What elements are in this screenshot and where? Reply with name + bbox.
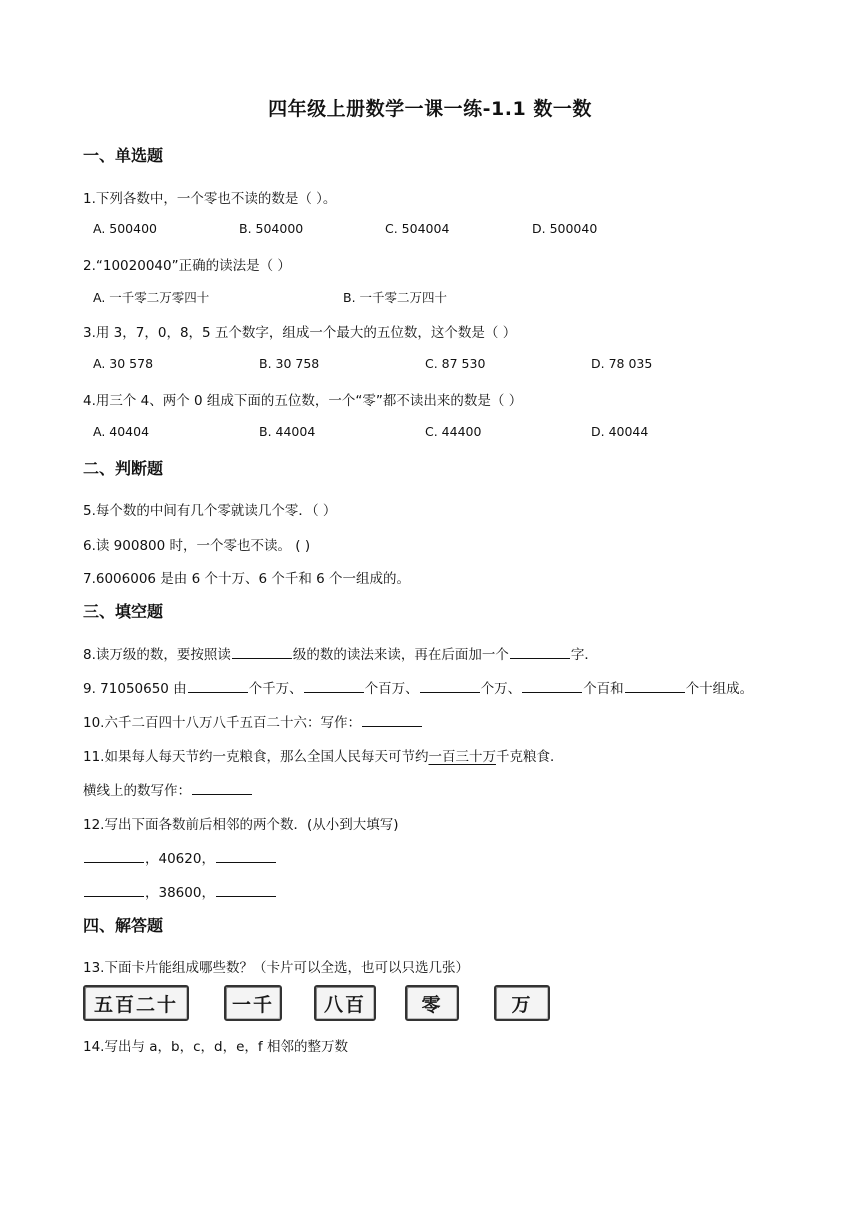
q4-option-b[interactable]: B. 44004 (259, 424, 316, 439)
q9-text-a: 9. 71050650 由 (83, 681, 187, 697)
card-yiqian: 一千 (224, 985, 282, 1021)
q11-line2-text: 横线上的数写作： (83, 783, 191, 799)
q9-text-c: 个百万、 (364, 681, 419, 697)
q1-option-a[interactable]: A. 500400 (93, 221, 157, 236)
question-3: 3.用 3，7，0，8，5 五个数字，组成一个最大的五位数，这个数是（ ） (83, 325, 517, 341)
card-ling: 零 (405, 985, 459, 1021)
question-2: 2.“10020040”正确的读法是（ ） (83, 258, 291, 274)
q8-text-a: 8.读万级的数，要按照读 (83, 647, 231, 663)
q12-row-2 (83, 881, 277, 901)
answer-blank[interactable] (510, 646, 570, 659)
section-heading-single-choice: 一、单选题 (83, 146, 164, 165)
question-13: 13.下面卡片能组成哪些数？（卡片可以全选，也可以只选几张） (83, 960, 469, 976)
card-wan: 万 (494, 985, 550, 1021)
answer-blank[interactable] (188, 680, 248, 693)
answer-blank[interactable] (420, 680, 480, 693)
q10-text: 10.六千二百四十八万八千五百二十六：写作： (83, 715, 361, 731)
section-heading-fill-blank: 三、填空题 (83, 602, 164, 621)
q4-option-a[interactable]: A. 40404 (93, 424, 150, 439)
q4-option-d[interactable]: D. 40044 (591, 424, 649, 439)
q9-text-d: 个万、 (480, 681, 522, 697)
q12-row-1 (83, 847, 277, 867)
q2-option-a[interactable]: A. 一千零二万零四十 (93, 290, 210, 305)
answer-blank[interactable] (522, 680, 582, 693)
page-title: 四年级上册数学一课一练-1.1 数一数 (268, 98, 592, 120)
answer-blank[interactable] (84, 884, 144, 897)
q12-row1-text: ，40620， (145, 851, 215, 867)
question-11 (83, 745, 563, 765)
question-6: 6.读 900800 时，一个零也不读。 ( ) (83, 538, 311, 554)
q1-option-b[interactable]: B. 504000 (239, 221, 304, 236)
section-heading-true-false: 二、判断题 (83, 459, 164, 478)
question-4: 4.用三个 4、两个 0 组成下面的五位数，一个“零”都不读出来的数是（ ） (83, 393, 523, 409)
answer-blank[interactable] (216, 884, 276, 897)
q1-option-c[interactable]: C. 504004 (385, 221, 450, 236)
question-1: 1.下列各数中，一个零也不读的数是（ ）。 (83, 191, 337, 207)
answer-blank[interactable] (625, 680, 685, 693)
q9-text-e: 个百和 (583, 681, 624, 697)
card-babai: 八百 (314, 985, 376, 1021)
question-12: 12.写出下面各数前后相邻的两个数．(从小到大填写) (83, 817, 399, 833)
question-9 (83, 677, 753, 697)
q4-option-c[interactable]: C. 44400 (425, 424, 482, 439)
section-heading-solve: 四、解答题 (83, 916, 164, 935)
answer-blank[interactable] (216, 850, 276, 863)
q3-option-c[interactable]: C. 87 530 (425, 356, 486, 371)
card-wubaiershi: 五百二十 (83, 985, 189, 1021)
q8-text-b: 级的数的读法来读，再在后面加一个 (292, 647, 509, 663)
q1-option-d[interactable]: D. 500040 (532, 221, 598, 236)
question-7: 7.6006006 是由 6 个十万、6 个千和 6 个一组成的。 (83, 571, 411, 587)
q8-text-c: 字． (570, 647, 598, 663)
answer-blank[interactable] (232, 646, 292, 659)
question-11-line-2 (83, 779, 253, 799)
question-14: 14.写出与 a，b，c，d，e，f 相邻的整万数 (83, 1039, 348, 1055)
answer-blank[interactable] (192, 782, 252, 795)
q3-option-b[interactable]: B. 30 758 (259, 356, 320, 371)
number-cards (83, 985, 553, 1021)
question-5: 5.每个数的中间有几个零就读几个零．（ ） (83, 503, 337, 519)
q12-row2-text: ，38600， (145, 885, 215, 901)
question-10 (83, 711, 423, 731)
question-8 (83, 643, 598, 663)
q11-text-a: 11.如果每人每天节约一克粮食，那么全国人民每天可节约 (83, 749, 429, 765)
q9-text-f: 个十组成。 (685, 681, 754, 697)
answer-blank[interactable] (304, 680, 364, 693)
q2-option-b[interactable]: B. 一千零二万四十 (343, 290, 448, 305)
q3-option-a[interactable]: A. 30 578 (93, 356, 154, 371)
q3-option-d[interactable]: D. 78 035 (591, 356, 653, 371)
q11-text-b: 千克粮食． (495, 749, 564, 765)
answer-blank[interactable] (84, 850, 144, 863)
q11-underlined-number: 一百三十万 (428, 749, 496, 765)
answer-blank[interactable] (362, 714, 422, 727)
q9-text-b: 个千万、 (248, 681, 303, 697)
